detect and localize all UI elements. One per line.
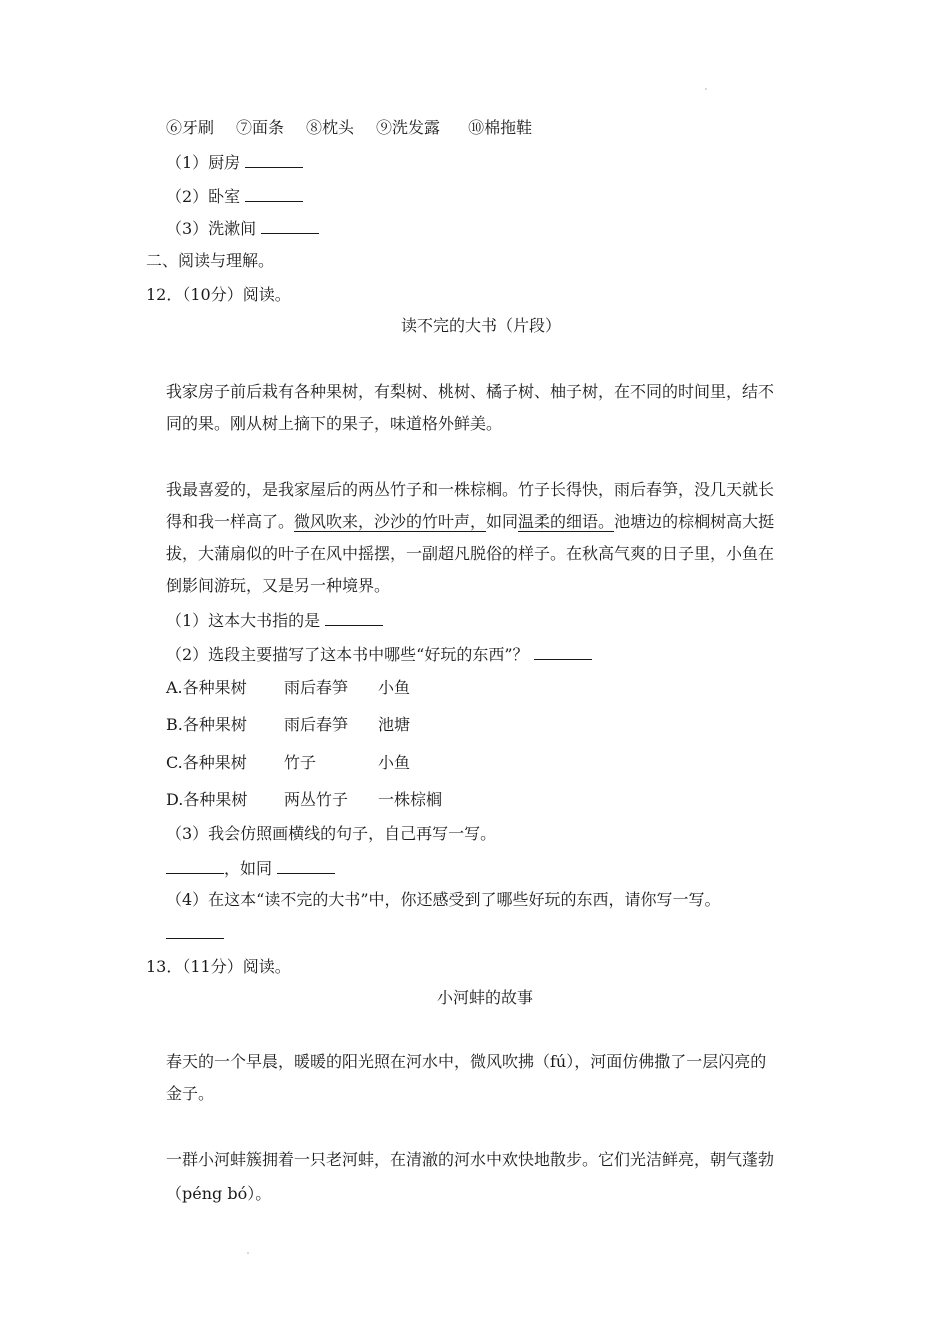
q12-p2-line: 拔，大蒲扇似的叶子在风中摇摆，一副超凡脱俗的样子。在秋高气爽的日子里，小鱼在 xyxy=(166,544,775,563)
scan-dot xyxy=(705,88,707,90)
word-bank-item: ⑨洗发露 xyxy=(376,118,441,137)
q13-p1-line: 金子。 xyxy=(166,1084,215,1103)
q12-p2-line: 倒影间游玩，又是另一种境界。 xyxy=(166,576,391,595)
q12-p2-line: 我最喜爱的，是我家屋后的两丛竹子和一株棕榈。竹子长得快，雨后春笋，没几天就长 xyxy=(166,480,775,499)
word-bank xyxy=(166,117,532,139)
answer-blank[interactable] xyxy=(534,643,592,660)
q12-sub-4-fill xyxy=(166,922,224,945)
q13-p2-line: （péng bó）。 xyxy=(166,1184,272,1203)
q12-header: 12．（10分）阅读。 xyxy=(146,285,291,304)
q11-sub-2: （2）卧室 xyxy=(166,185,303,208)
answer-blank[interactable] xyxy=(261,217,319,234)
word-bank-item: ⑩棉拖鞋 xyxy=(468,118,533,137)
q12-sub-2: （2）选段主要描写了这本书中哪些“好玩的东西”？ xyxy=(166,643,592,666)
answer-blank[interactable] xyxy=(245,185,303,202)
underlined-sentence: 微风吹来，沙沙的竹叶声， xyxy=(294,512,487,531)
answer-blank[interactable] xyxy=(166,922,224,939)
q12-sub-1: （1）这本大书指的是 xyxy=(166,609,383,632)
underlined-sentence: 温柔的细语。 xyxy=(518,512,615,531)
word-bank-item: ⑦面条 xyxy=(236,118,285,137)
q12-sub-3: （3）我会仿照画横线的句子，自己再写一写。 xyxy=(166,824,497,843)
word-bank-item: ⑥牙刷 xyxy=(166,118,215,137)
answer-blank[interactable] xyxy=(277,857,335,874)
option-b[interactable]: B.各种果树 雨后春笋 池塘 xyxy=(166,715,411,734)
scan-dot xyxy=(247,1252,249,1254)
q12-sub-4: （4）在这本“读不完的大书”中，你还感受到了哪些好玩的东西，请你写一写。 xyxy=(166,890,721,909)
q12-sub-3-fill: ，如同 xyxy=(166,857,335,880)
section-heading: 二、阅读与理解。 xyxy=(146,251,275,270)
q12-p1-line: 同的果。刚从树上摘下的果子，味道格外鲜美。 xyxy=(166,414,503,433)
q13-header: 13．（11分）阅读。 xyxy=(146,957,291,976)
option-a[interactable]: A.各种果树 雨后春笋 小鱼 xyxy=(166,678,411,697)
q12-p1-line: 我家房子前后栽有各种果树，有梨树、桃树、橘子树、柚子树，在不同的时间里，结不 xyxy=(166,382,775,401)
q12-p2-line: 得和我一样高了。微风吹来，沙沙的竹叶声，如同温柔的细语。池塘边的棕榈树高大挺 xyxy=(166,512,775,531)
option-d[interactable]: D.各种果树 两丛竹子 一株棕榈 xyxy=(166,790,443,809)
option-c[interactable]: C.各种果树 竹子 小鱼 xyxy=(166,753,411,772)
q13-p1-line: 春天的一个早晨，暖暖的阳光照在河水中，微风吹拂（fú），河面仿佛撒了一层闪亮的 xyxy=(166,1052,767,1071)
q11-sub-3: （3）洗漱间 xyxy=(166,217,319,240)
q11-sub-1: （1）厨房 xyxy=(166,151,303,174)
q13-p2-line: 一群小河蚌簇拥着一只老河蚌，在清澈的河水中欢快地散步。它们光洁鲜亮，朝气蓬勃 xyxy=(166,1150,775,1169)
answer-blank[interactable] xyxy=(325,609,383,626)
answer-blank[interactable] xyxy=(166,857,224,874)
q12-passage-title: 读不完的大书（片段） xyxy=(401,316,562,335)
answer-blank[interactable] xyxy=(245,151,303,168)
q13-passage-title: 小河蚌的故事 xyxy=(437,988,534,1007)
word-bank-item: ⑧枕头 xyxy=(306,118,355,137)
